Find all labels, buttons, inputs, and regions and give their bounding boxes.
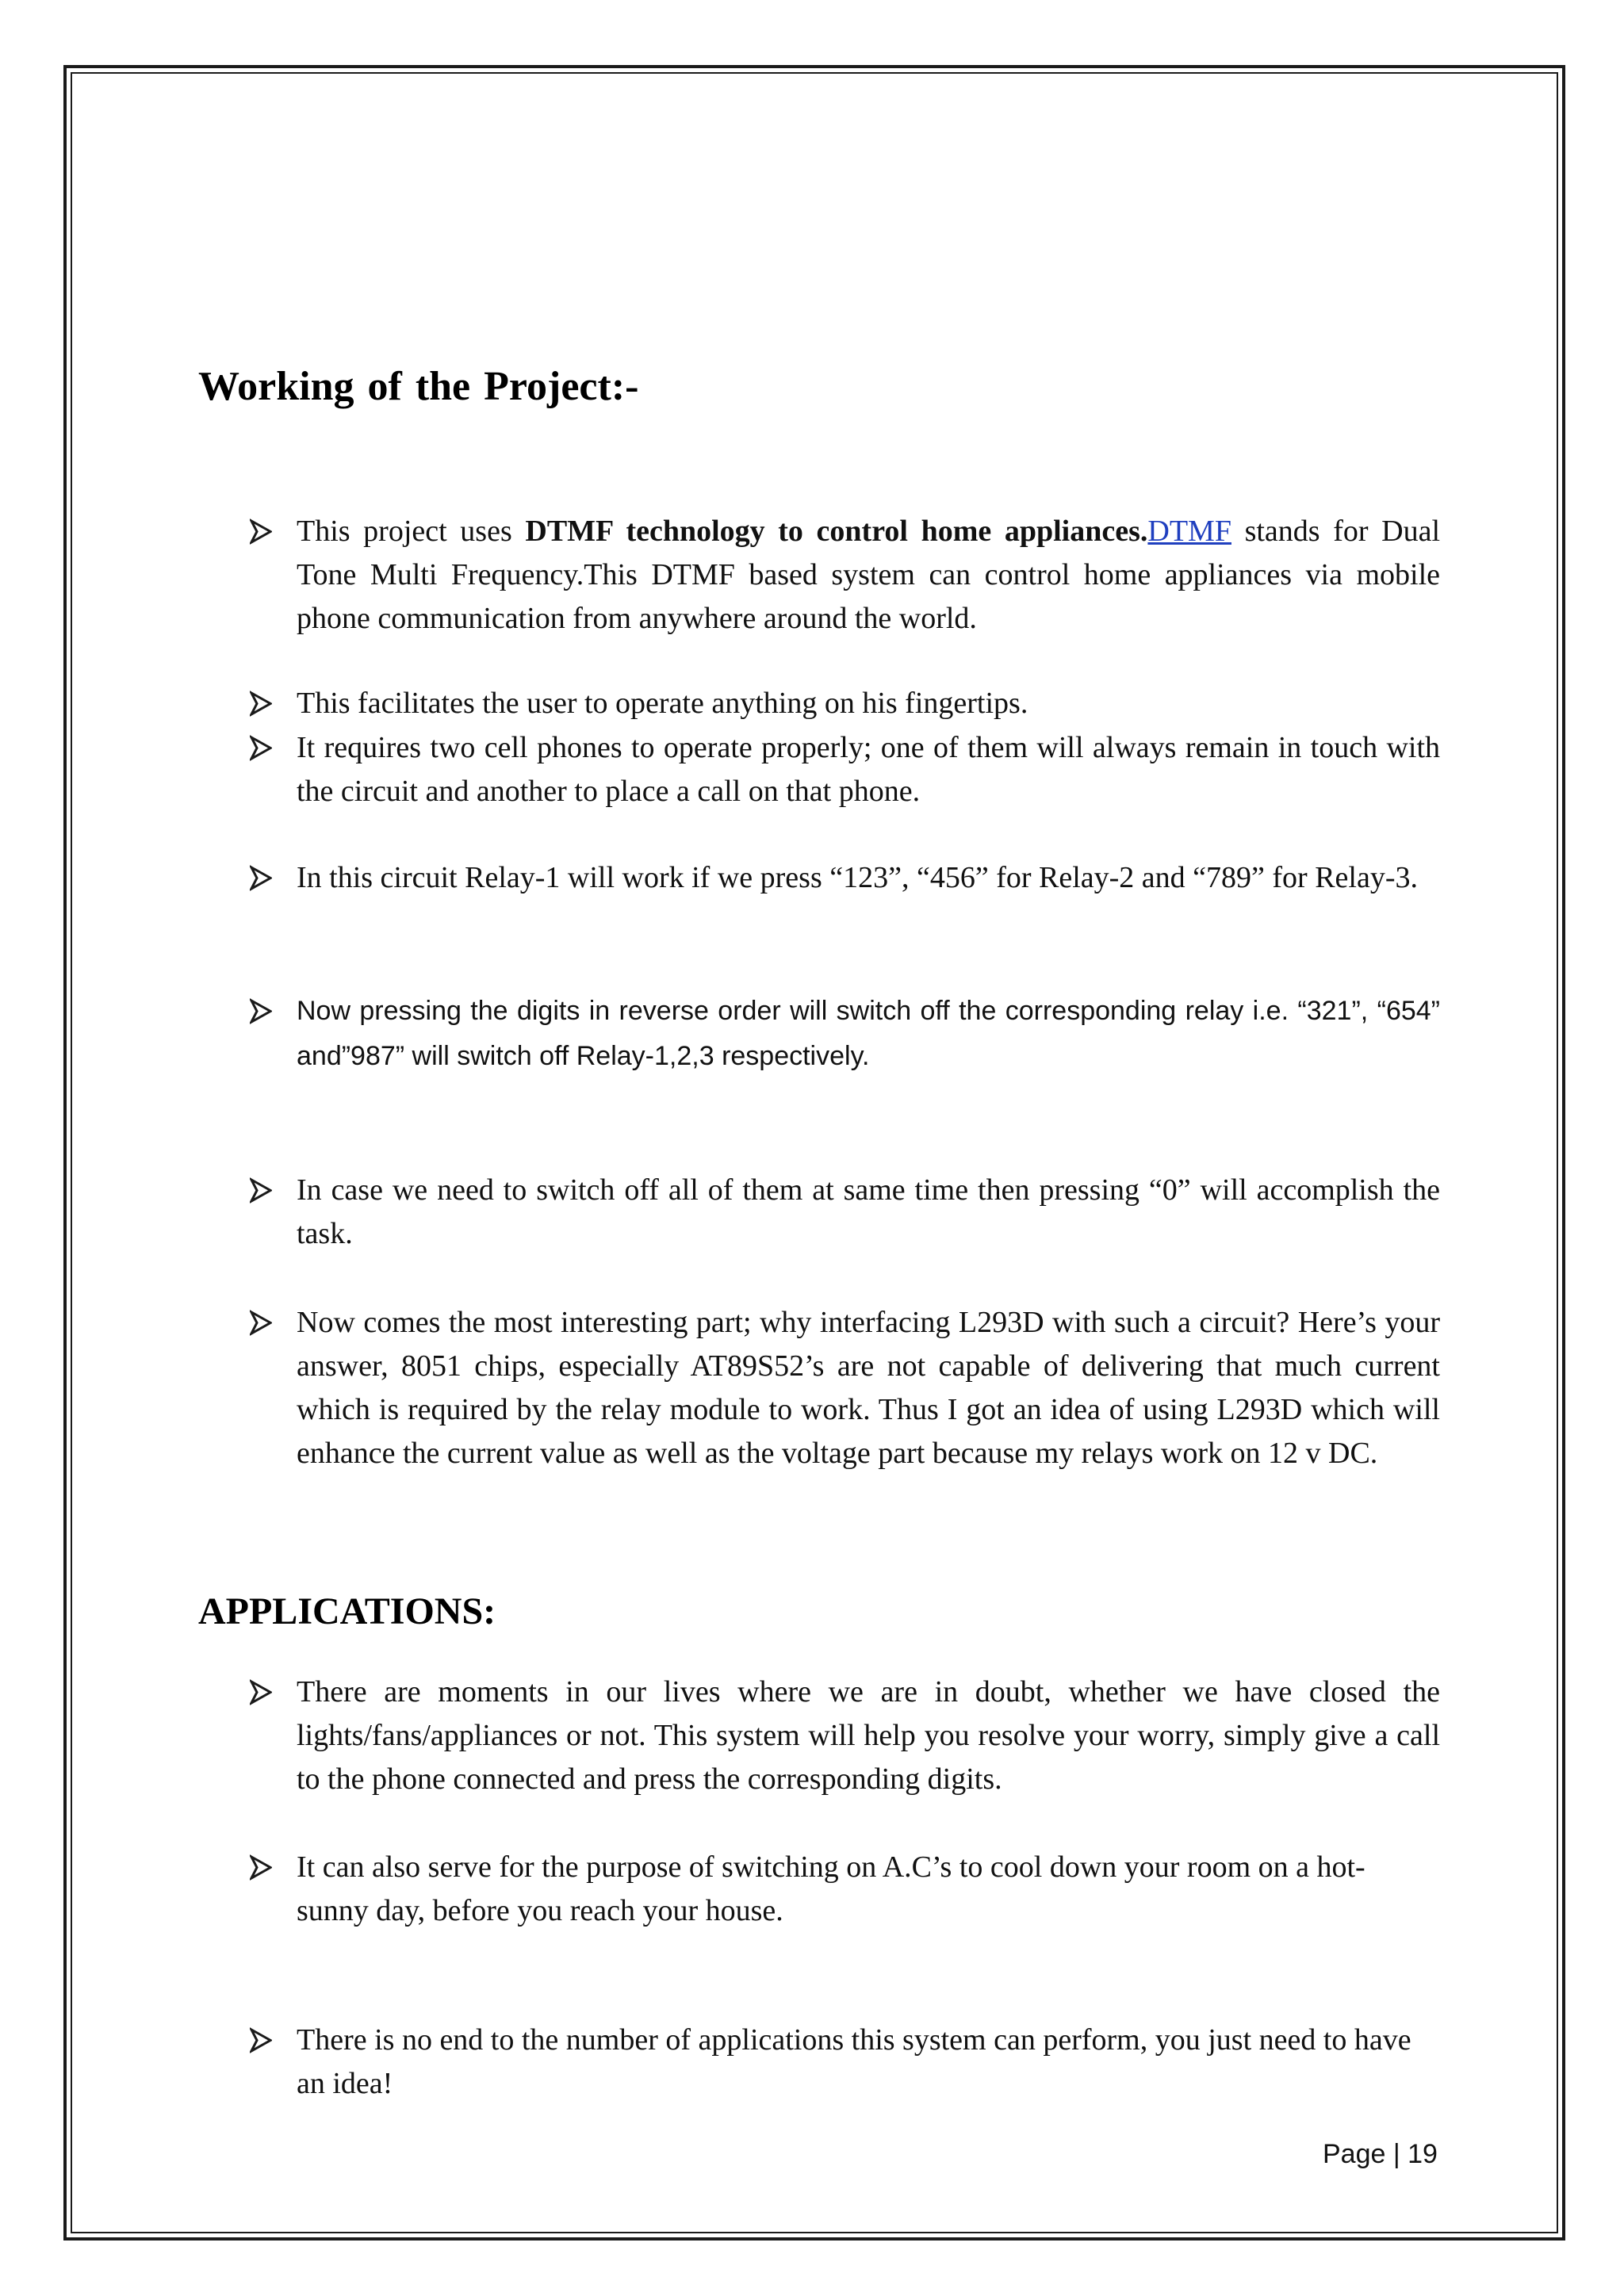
working-item-1-prefix: This project uses xyxy=(297,515,526,548)
working-item-1 xyxy=(297,510,1440,641)
working-item-6: In case we need to switch off all of them at same time then pressing “0” will accomplish the task. xyxy=(297,1173,1440,1250)
working-item-7: Now comes the most interesting part; why interfacing L293D with such a circuit? Here’s your answer, 8051 chips, especially AT89S52’s are not capable of delivering that much current which is required by the relay module to work. Thus I got an idea of using L293D which will enhance the current value as well as the voltage part because my relays work on 12 v DC. xyxy=(297,1306,1440,1470)
arrowhead-bullet-icon xyxy=(250,682,272,725)
arrowhead-bullet-icon xyxy=(250,989,272,1033)
arrowhead-bullet-icon xyxy=(250,1169,272,1212)
dtmf-link[interactable]: DTMF xyxy=(1147,515,1231,548)
arrowhead-bullet-icon xyxy=(250,1670,272,1714)
working-item-2: This facilitates the user to operate anything on his fingertips. xyxy=(297,687,1028,720)
arrowhead-bullet-icon xyxy=(250,1846,272,1889)
application-item-2: It can also serve for the purpose of switching on A.C’s to cool down your room on a hot-sunny day, before you reach your house. xyxy=(297,1850,1365,1927)
working-item-1-tail: stands for Dual Tone Multi Frequency.This DTMF based system can control home appliances via mobile phone communication from anywhere around the world. xyxy=(297,515,1441,635)
arrowhead-bullet-icon xyxy=(250,2019,272,2062)
section-heading-working: Working of the Project:- xyxy=(198,364,639,409)
working-item-1-bold: DTMF technology to control home appliances. xyxy=(525,515,1148,548)
working-item-4: In this circuit Relay-1 will work if we press “123”, “456” for Relay-2 and “789” for Relay-3. xyxy=(297,861,1418,894)
arrowhead-bullet-icon xyxy=(250,510,272,553)
page-number: Page | 19 xyxy=(1323,2139,1438,2169)
application-item-3: There is no end to the number of applications this system can perform, you just need to have an idea! xyxy=(297,2023,1411,2100)
arrowhead-bullet-icon xyxy=(250,1301,272,1345)
section-heading-applications: APPLICATIONS: xyxy=(198,1590,496,1632)
arrowhead-bullet-icon xyxy=(250,726,272,770)
working-item-5: Now pressing the digits in reverse order will switch off the corresponding relay i.e. “321”, “654” and”987” will switch off Relay-1,2,3 respectively. xyxy=(297,996,1440,1071)
arrowhead-bullet-icon xyxy=(250,856,272,900)
application-item-1: There are moments in our lives where we are in doubt, whether we have closed the lights/fans/appliances or not. This system will help you resolve your worry, simply give a call to the phone connected and press the corresponding digits. xyxy=(297,1675,1440,1796)
working-item-3: It requires two cell phones to operate properly; one of them will always remain in touch with the circuit and another to place a call on that phone. xyxy=(297,731,1440,808)
